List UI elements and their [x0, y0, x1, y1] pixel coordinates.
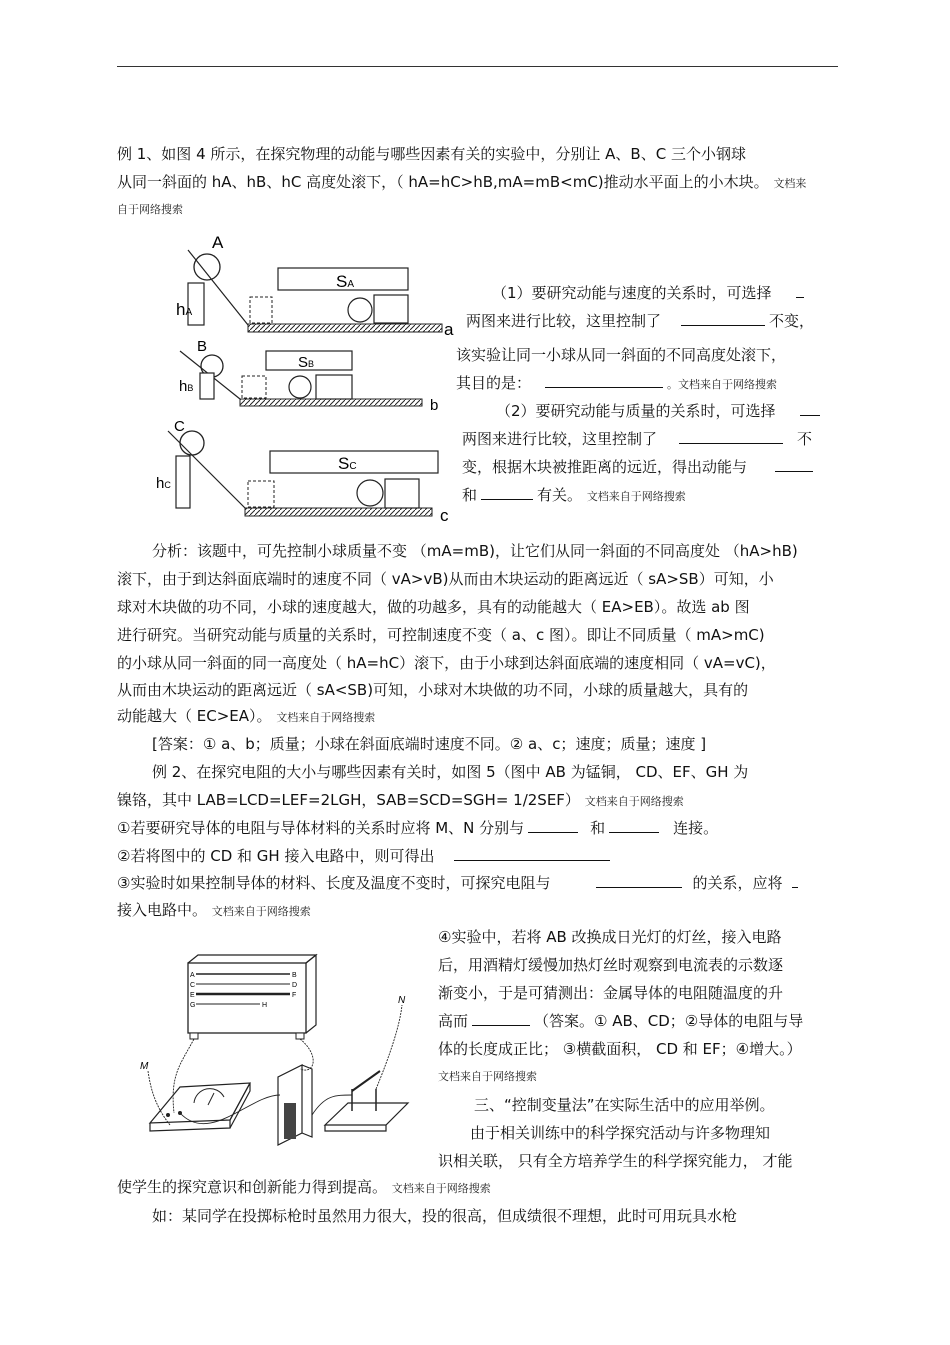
answer-1: [答案：① a、b；质量；小球在斜面底端时速度不同。② a、c；速度；质量；速度 ] — [152, 735, 707, 753]
section3-line-3: 使学生的探究意识和创新能力得到提高。 文档来自于网络搜索 — [117, 1178, 491, 1196]
figure-label-c: c — [440, 506, 449, 525]
analysis-line-5: 的小球从同一斜面的同一高度处（ hA=hC）滚下，由于小球到达斜面底端的速度相同（ vA=vC)， — [117, 654, 776, 672]
source-note: 文档来 — [773, 177, 807, 190]
source-note: 自于网络搜索 — [117, 203, 183, 216]
distance-label-a: SA — [336, 272, 355, 291]
svg-text:F: F — [292, 992, 297, 999]
ex2-q3b: 接入电路中。 文档来自于网络搜索 — [117, 901, 311, 919]
switch — [325, 1071, 408, 1131]
q2-line-c: 变，根据木块被推距离的远近，得出动能与 — [462, 456, 817, 478]
svg-text:A: A — [190, 972, 195, 979]
height-label-c: hC — [156, 475, 171, 492]
ex2-q4-line-a: ④实验中，若将 AB 改换成日光灯的灯丝，接入电路 — [438, 928, 782, 946]
ball-label-c: C — [174, 418, 185, 435]
ex2-q4-line-c: 渐变小，于是可猜测出：金属导体的电阻随温度的升 — [438, 984, 784, 1002]
source-note: 文档来自于网络搜索 — [438, 1070, 537, 1083]
svg-text:E: E — [190, 992, 195, 999]
resistance-board — [188, 955, 316, 1039]
setup-c — [156, 418, 449, 525]
svg-text:D: D — [292, 982, 298, 989]
analysis-line-3: 球对木块做的功不同，小球的速度越大，做的功越多，具有的动能越大（ EA>EB）。故选 ab 图 — [117, 598, 750, 616]
q2-line-a: （2）要研究动能与质量的关系时，可选择 — [496, 400, 824, 422]
ex2-line-2: 镍铬，其中 LAB=LCD=LEF=2LGH，SAB=SCD=SGH= 1/2SEF） 文档来自于网络搜索 — [117, 791, 684, 809]
distance-label-c: SC — [338, 454, 357, 473]
battery — [278, 1065, 312, 1145]
q1-line-a: （1）要研究动能与速度的关系时，可选择 — [492, 282, 808, 304]
figure-label-b: b — [430, 397, 439, 414]
ball-c — [180, 431, 204, 455]
ex2-q3: ③实验时如果控制导体的材料、长度及温度不变时，可探究电阻与 的关系，应将 — [117, 872, 802, 894]
analysis-line-1: 分析：该题中，可先控制小球质量不变 （mA=mB)，让它们从同一斜面的不同高度处 （hA>hB) — [152, 542, 798, 560]
analysis-line-7: 动能越大（ EC>EA）。 文档来自于网络搜索 — [117, 707, 376, 725]
terminal-n: N — [398, 995, 406, 1006]
analysis-line-6: 从而由木块运动的距离远近（ sA<SB)可知，小球对木块做的功不同，小球的质量越大，具有的 — [117, 681, 749, 699]
height-label-a: hA — [176, 300, 193, 319]
ex1-line1: 例 1、如图 4 所示，在探究物理的动能与哪些因素有关的实验中，分别让 A、B、C 三个小钢球 — [117, 145, 746, 163]
figure-4-kinetic-energy — [150, 225, 460, 525]
q2-line-d: 和 有关。 文档来自于网络搜索 — [462, 486, 686, 504]
analysis-line-2: 滚下，由于到达斜面底端时的速度不同（ vA>vB)从而由木块运动的距离远近（ sA>SB）可知，小 — [117, 570, 774, 588]
svg-text:G: G — [190, 1002, 196, 1009]
q1-line-b: 两图来进行比较，这里控制了 不变， — [466, 312, 815, 330]
section3-line-1: 由于相关训练中的科学探究活动与许多物理知 — [470, 1124, 771, 1142]
figure-5-resistance-apparatus — [140, 945, 430, 1160]
wood-block-a — [374, 295, 408, 323]
ex2-q4-line-e: 体的长度成正比； ③横截面积， CD 和 EF；④增大。） — [438, 1040, 802, 1058]
figure-label-a: a — [444, 320, 454, 339]
svg-text:C: C — [190, 982, 196, 989]
q2-line-b: 两图来进行比较，这里控制了 不 — [462, 430, 813, 448]
ball-label-b: B — [197, 338, 208, 355]
terminal-m: M — [140, 1061, 149, 1072]
ex2-q2: ②若将图中的 CD 和 GH 接入电路中，则可得出 — [117, 845, 614, 867]
ex1-line2: 从同一斜面的 hA、hB、hC 高度处滚下，（ hA=hC>hB,mA=mB<mC)推动水平面上的小木块。 文档来 — [117, 173, 807, 191]
ball-label-a: A — [212, 233, 224, 252]
section3-line-2: 识相关联， 只有全方培养学生的科学探究能力， 才能 — [438, 1152, 793, 1170]
ex2-q4-line-b: 后，用酒精灯缓慢加热灯丝时观察到电流表的示数逐 — [438, 956, 784, 974]
setup-b — [179, 338, 438, 414]
q1-line-c: 该实验让同一小球从同一斜面的不同高度处滚下， — [456, 346, 787, 364]
svg-text:H: H — [262, 1002, 268, 1009]
ex2-q1: ①若要研究导体的电阻与导体材料的关系时应将 M、N 分别与 和 连接。 — [117, 819, 719, 837]
distance-label-b: SB — [298, 354, 315, 371]
header-rule — [117, 66, 838, 67]
setup-a — [176, 233, 454, 339]
height-block-a — [188, 283, 204, 325]
ball-a — [194, 254, 220, 280]
section3-line-4: 如：某同学在投掷标枪时虽然用力很大，投的很高，但成绩很不理想，此时可用玩具水枪 — [152, 1207, 738, 1225]
ex2-q4-line-d: 高而 （答案。① AB、CD；②导体的电阻与导 — [438, 1012, 804, 1030]
q1-line-d: 其目的是： 。文档来自于网络搜索 — [456, 374, 778, 392]
svg-text:B: B — [292, 972, 297, 979]
section3-title: 三、“控制变量法”在实际生活中的应用举例。 — [474, 1096, 775, 1114]
height-label-b: hB — [179, 378, 194, 395]
ex2-line-1: 例 2、在探究电阻的大小与哪些因素有关时，如图 5（图中 AB 为锰铜， CD、EF、GH 为 — [152, 763, 749, 781]
analysis-line-4: 进行研究。当研究动能与质量的关系时，可控制速度不变（ a、c 图）。即让不同质量（ mA>mC) — [117, 626, 765, 644]
